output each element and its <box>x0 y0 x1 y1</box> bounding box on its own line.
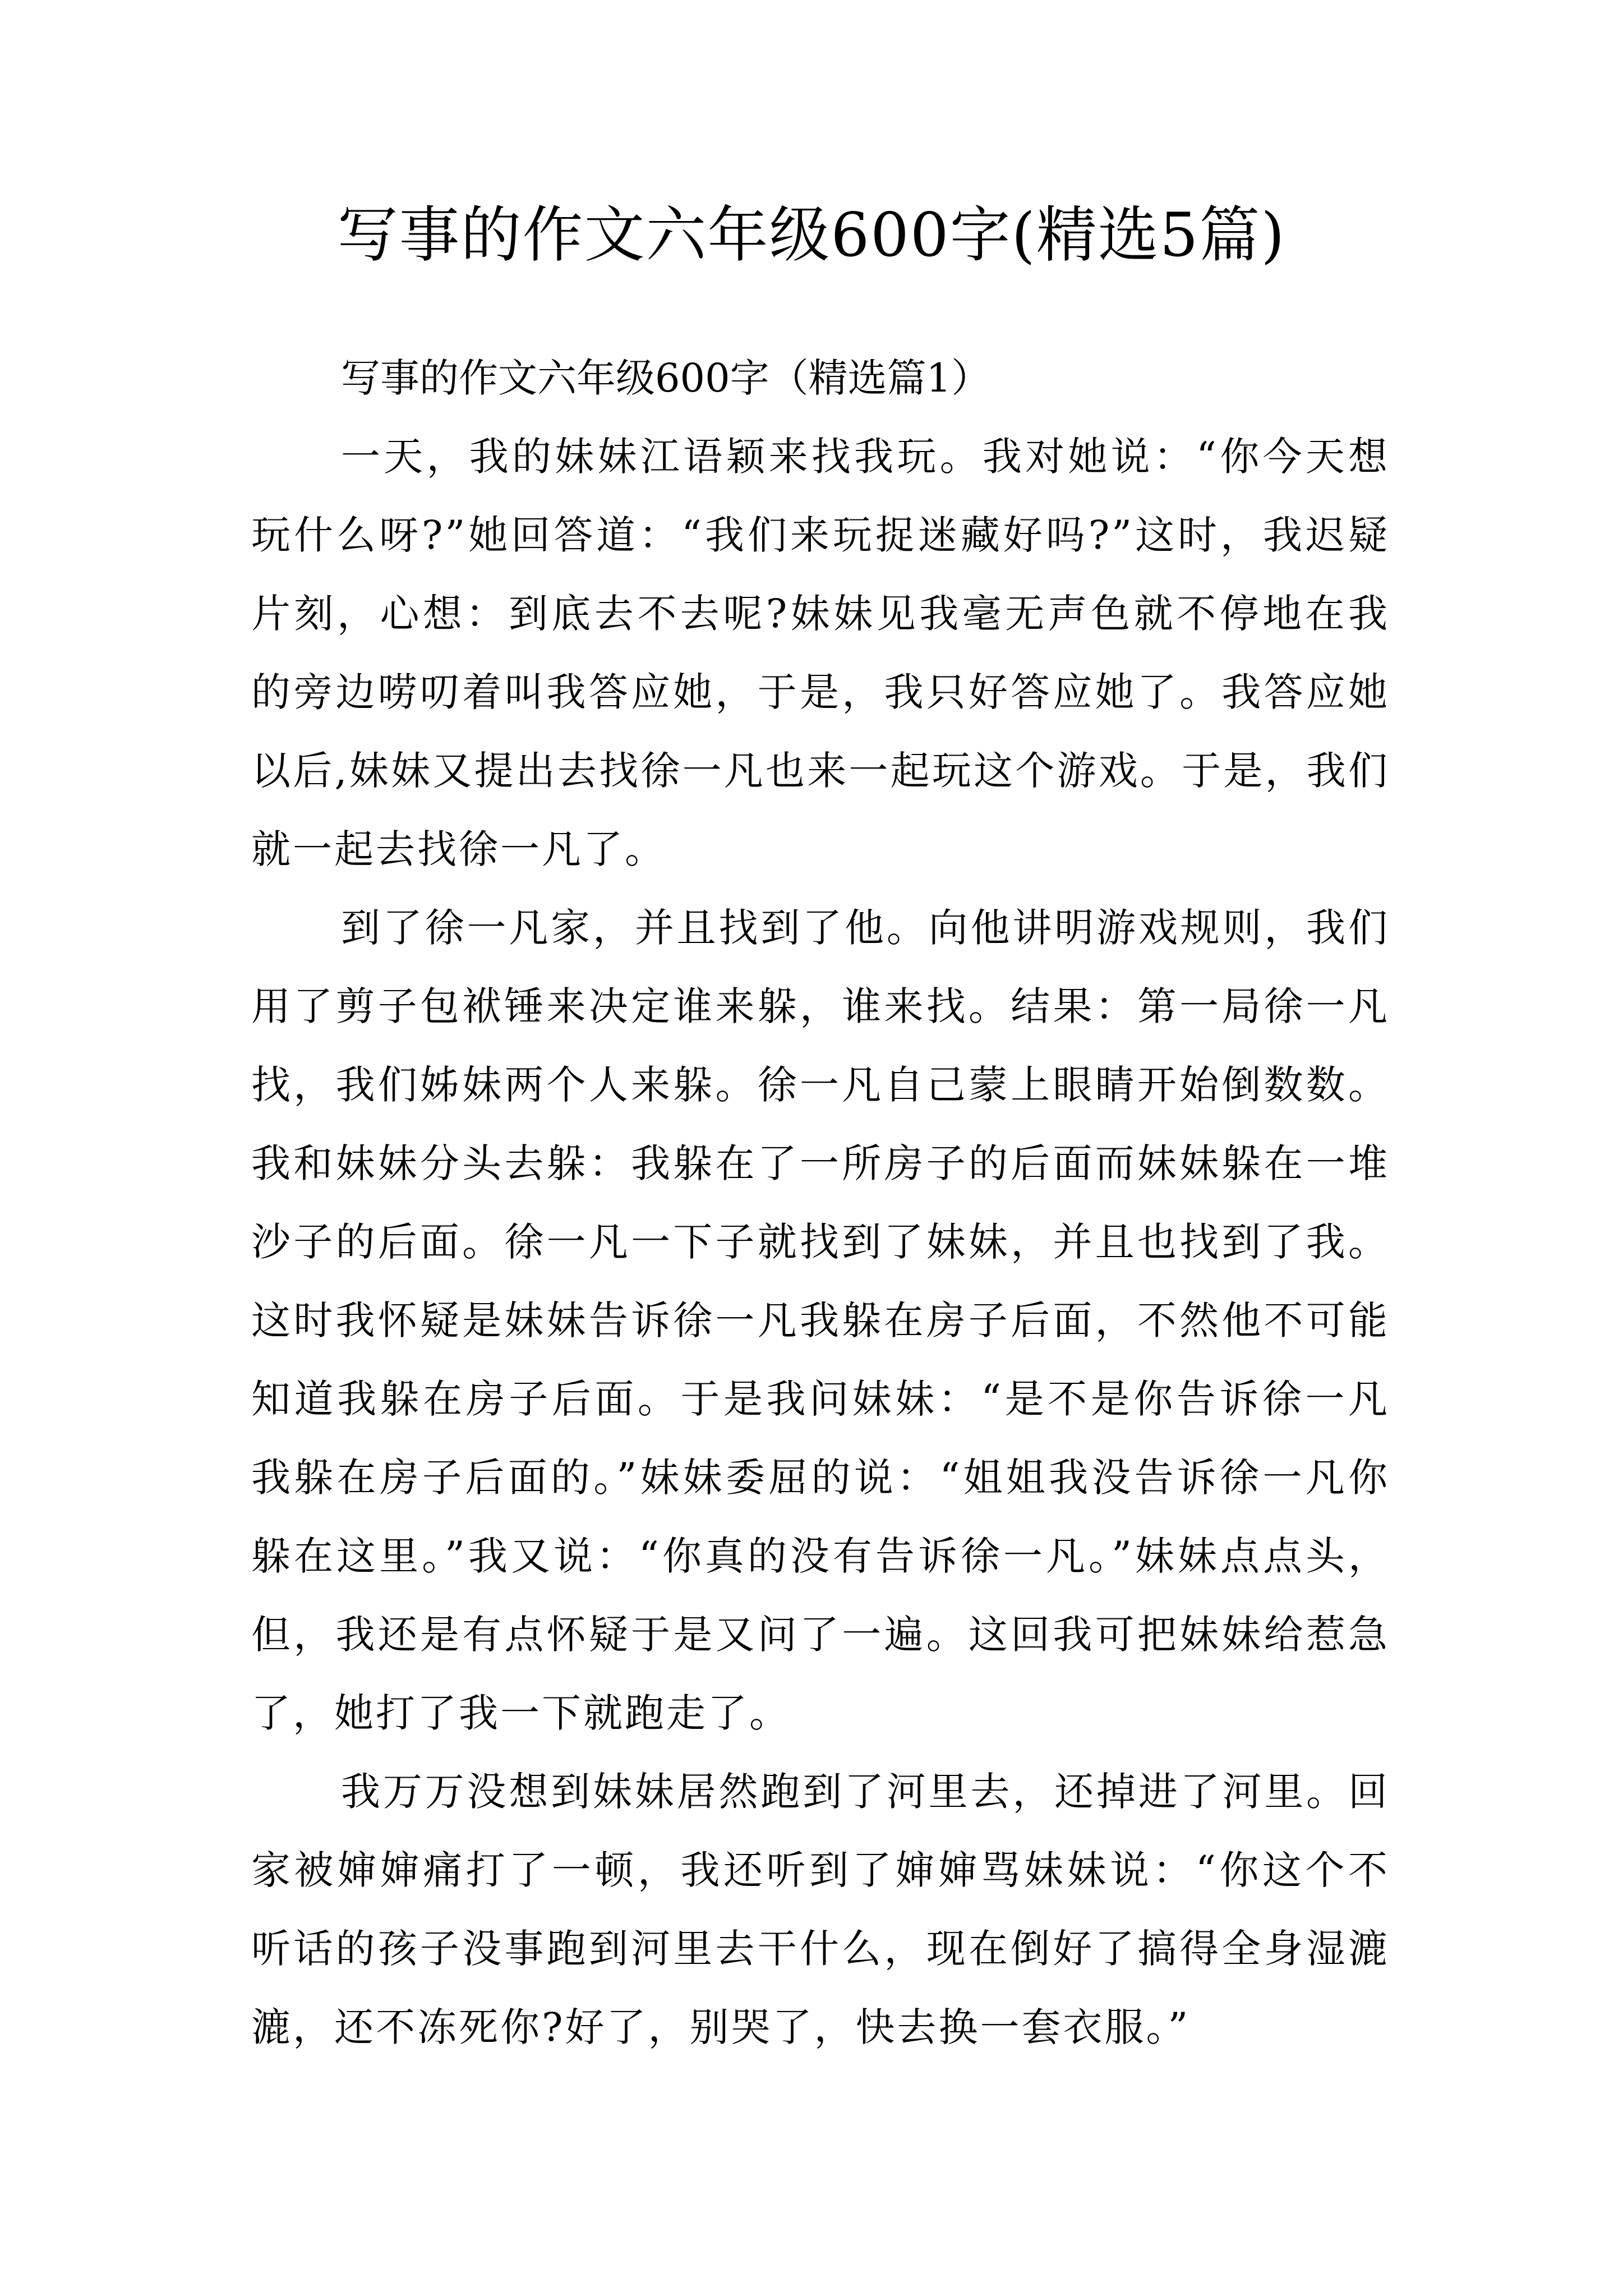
document-title: 写事的作文六年级600字(精选5篇) <box>337 200 1286 270</box>
paragraph-2: 到了徐一凡家，并且找到了他。向他讲明游戏规则，我们用了剪子包袱锤来决定谁来躲，谁来找。结果：第一局徐一凡找，我们姊妹两个人来躲。徐一凡自己蒙上眼睛开始倒数数。我和妹妹分头去躲：我躲在了一所房子的后面而妹妹躲在一堆沙子的后面。徐一凡一下子就找到了妹妹，并且也找到了我。这时我怀疑是妹妹告诉徐一凡我躲在房子后面，不然他不可能知道我躲在房子后面。于是我问妹妹：“是不是你告诉徐一凡我躲在房子后面的。”妹妹委屈的说：“姐姐我没告诉徐一凡你躲在这里。”我又说：“你真的没有告诉徐一凡。”妹妹点点头，但，我还是有点怀疑于是又问了一遍。这回我可把妹妹给惹急了，她打了我一下就跑走了。 <box>251 905 1390 1736</box>
document-body <box>251 339 1390 2067</box>
paragraph-1: 一天，我的妹妹江语颖来找我玩。我对她说：“你今天想玩什么呀?”她回答道：“我们来玩捉迷藏好吗?”这时，我迟疑片刻，心想：到底去不去呢?妹妹见我毫无声色就不停地在我的旁边唠叨着叫我答应她，于是，我只好答应她了。我答应她以后,妹妹又提出去找徐一凡也来一起玩这个游戏。于是，我们就一起去找徐一凡了。 <box>251 434 1390 872</box>
section-heading: 写事的作文六年级600字（精选篇1） <box>341 355 991 401</box>
paragraph-3: 我万万没想到妹妹居然跑到了河里去，还掉进了河里。回家被婶婶痛打了一顿，我还听到了婶婶骂妹妹说：“你这个不听话的孩子没事跑到河里去干什么，现在倒好了搞得全身湿漉漉，还不冻死你?好了，别哭了，快去换一套衣服。” <box>251 1769 1390 2050</box>
